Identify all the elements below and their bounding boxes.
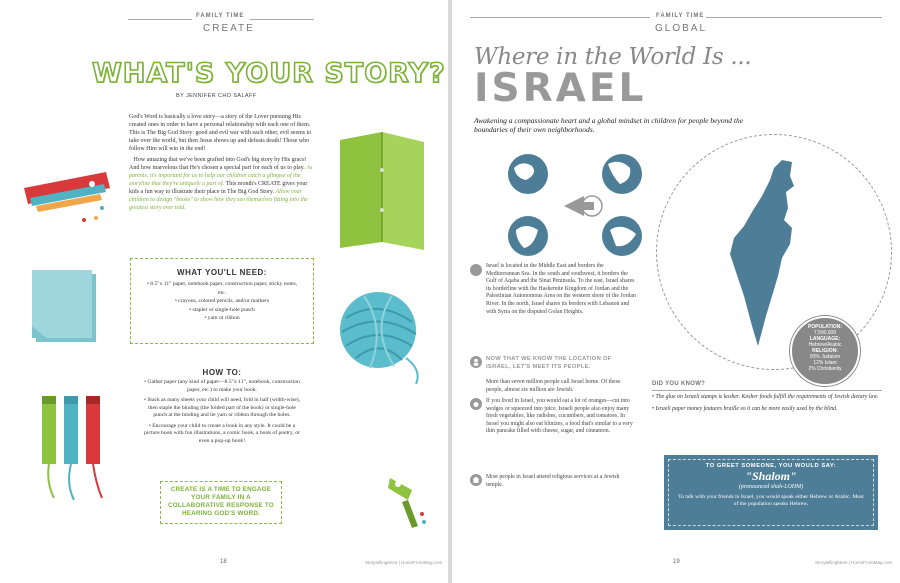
needs-item: • stapler or single-hole punch (189, 306, 255, 313)
location-text: Israel is located in the Middle East and borders the Mediterranean Sea. In the south and southwest, it borders the Gulf of Aqaba and the Sinai Peninsula. To the east, Israel shares its borderline with the Hashemite Kingdom of Jordan and the Palestinian Autonomous Area on the western shore of the Jordan River. In the north, Israel shares its borders with Lebanon and with Syria on the disputed Golan Heights. (486, 263, 636, 315)
callout-box (160, 481, 282, 524)
temple-icon (470, 474, 482, 486)
where-heading: Where in the World Is ... (474, 44, 752, 70)
howto-step: • Gather paper (any kind of paper—8.5"x 11", notebook, construction paper, etc.) to make your book. (144, 379, 300, 393)
sticky-notes-icon (30, 268, 100, 346)
greeting-word: "Shalom" (745, 469, 797, 483)
page-number: 18 (220, 559, 227, 565)
did-you-know-rule (652, 390, 882, 391)
intro-text (129, 113, 315, 215)
needs-item: • crayons, colored pencils, and/or markers (174, 298, 270, 304)
people-text: More than seven million people call Israel home. Of these people, almost six million are Jewish. (486, 379, 621, 393)
did-you-know-heading: DID YOU KNOW? (652, 381, 706, 387)
footer: StorytellingMore | HomeFrontMag.com (365, 560, 443, 565)
food-text: If you lived in Israel, you would eat a lot of oranges—cut into wedges or squeezed into juice. Israeli people also enjoy many fresh vegetables, like radishes, cucumbers, and tomatoes. In Israel you might also eat blintzes, a food that's similar to a very thin pancake filled with cheese, sugar, and cinnamon. (486, 398, 633, 435)
needs-box (130, 258, 314, 344)
needs-item: • yarn or ribbon (204, 315, 240, 321)
howto-steps (142, 379, 302, 448)
page-title: WHAT'S YOUR STORY? (92, 58, 446, 89)
page-number: 19 (673, 559, 680, 565)
kicker-rule-right (250, 19, 314, 20)
howto-step: • Stack as many sheets your child will need, fold in half (width-wise), then staple the binding (the folded part of the book) or single-hole punch at the binding and tie yarn or ribbon through the holes. (143, 397, 301, 418)
footer: StorytellingMore | HomeFrontMag.com (815, 560, 893, 565)
howto-heading: HOW TO: (202, 368, 242, 377)
hole-punch-icon (384, 470, 430, 532)
section-label: GLOBAL (655, 23, 708, 34)
greeting-body: To talk with your friends in Israel, you would speak either Hebrew or Arabic. Most of the population speaks Hebrew. (678, 494, 864, 507)
people-icon (470, 356, 482, 368)
fact-item: • The glue on Israeli stamps is kosher. Kosher foods fulfill the requirements of Jewish dietary law. (652, 394, 879, 400)
intro-paragraph-1: God's Word is basically a love story—a story of the Lover pursuing His created ones in order to have a personal relationship with each one of them. This is The Big God Story: good and evil war with each other, evil seems to take over the world, but then Jesus shows up and defeats death! Those who follow Him will win in the end! (129, 114, 312, 152)
markers-icon (40, 394, 110, 506)
kicker-rule-right (706, 17, 882, 18)
kicker: FAMILY TIME (656, 13, 705, 19)
intro-paragraph-2: How amazing that we've been grafted into God's big story by His grace! And how marvelous that He's chosen a special part for each of us to play. As parents, it's important for us to help our children catch a glimpse of the storyline that they're uniquely a part of. This month's CREATE gives your kids a fun way to illustrate their place in The Big God Story. Allow your children to design "books" to show how they see themselves fitting into the greatest story ever told. (129, 157, 313, 211)
globe-icon (504, 150, 654, 260)
religion-text: Most people in Israel attend religious services at a Jewish temple. (486, 474, 620, 488)
greeting-box (664, 455, 878, 530)
kicker-rule-left (470, 17, 650, 18)
greeting-pronunciation: (pronounced shah-LOHM) (738, 484, 804, 490)
badge-text: POPULATION: 7,590,000 LANGUAGE: Hebrew/Arabic RELIGION: 83% Judaism 12% Islam 2% Christianity (807, 324, 843, 372)
did-you-know-facts (652, 394, 880, 413)
needs-heading: WHAT YOU'LL NEED: (177, 268, 267, 277)
left-page (0, 0, 448, 583)
greeting-heading: TO GREET SOMEONE, YOU WOULD SAY: (705, 463, 837, 469)
right-page (452, 0, 900, 583)
kicker: FAMILY TIME (196, 13, 245, 19)
needs-item: • 8.5"x 11" paper, notebook paper, construction paper, sticky notes, etc. (146, 281, 298, 296)
red-book-icon (18, 168, 114, 226)
food-icon (470, 398, 482, 410)
kicker-rule-left (128, 19, 192, 20)
lead-text: Awakening a compassionate heart and a global mindset in children for people beyond the boundaries of their own neighborhoods. (474, 116, 744, 134)
fact-item: • Israeli paper money features braille so it can be more easily used by the blind. (652, 405, 838, 412)
greeting-inner (668, 459, 874, 526)
population-badge (790, 316, 860, 386)
green-book-icon (336, 130, 428, 252)
howto-step: • Encourage your child to create a book in any style. It could be a picture book with fun illustrations, a comic book, a book of poetry, or even a pop-up book! (144, 422, 300, 444)
yarn-ball-icon (336, 288, 434, 388)
needs-list (145, 280, 299, 323)
location-bullet-icon (470, 264, 482, 276)
people-subhead: NOW THAT WE KNOW THE LOCATION OF ISRAEL, LET'S MEET ITS PEOPLE. (486, 356, 612, 370)
section-label: CREATE (203, 23, 255, 34)
country-title: ISRAEL (474, 66, 647, 111)
byline: BY JENNIFER CHO SALAFF (176, 93, 257, 99)
callout-text: CREATE IS A TIME TO ENGAGE YOUR FAMILY IN A COLLABORATIVE RESPONSE TO HEARING GOD'S WORD. (168, 486, 274, 517)
